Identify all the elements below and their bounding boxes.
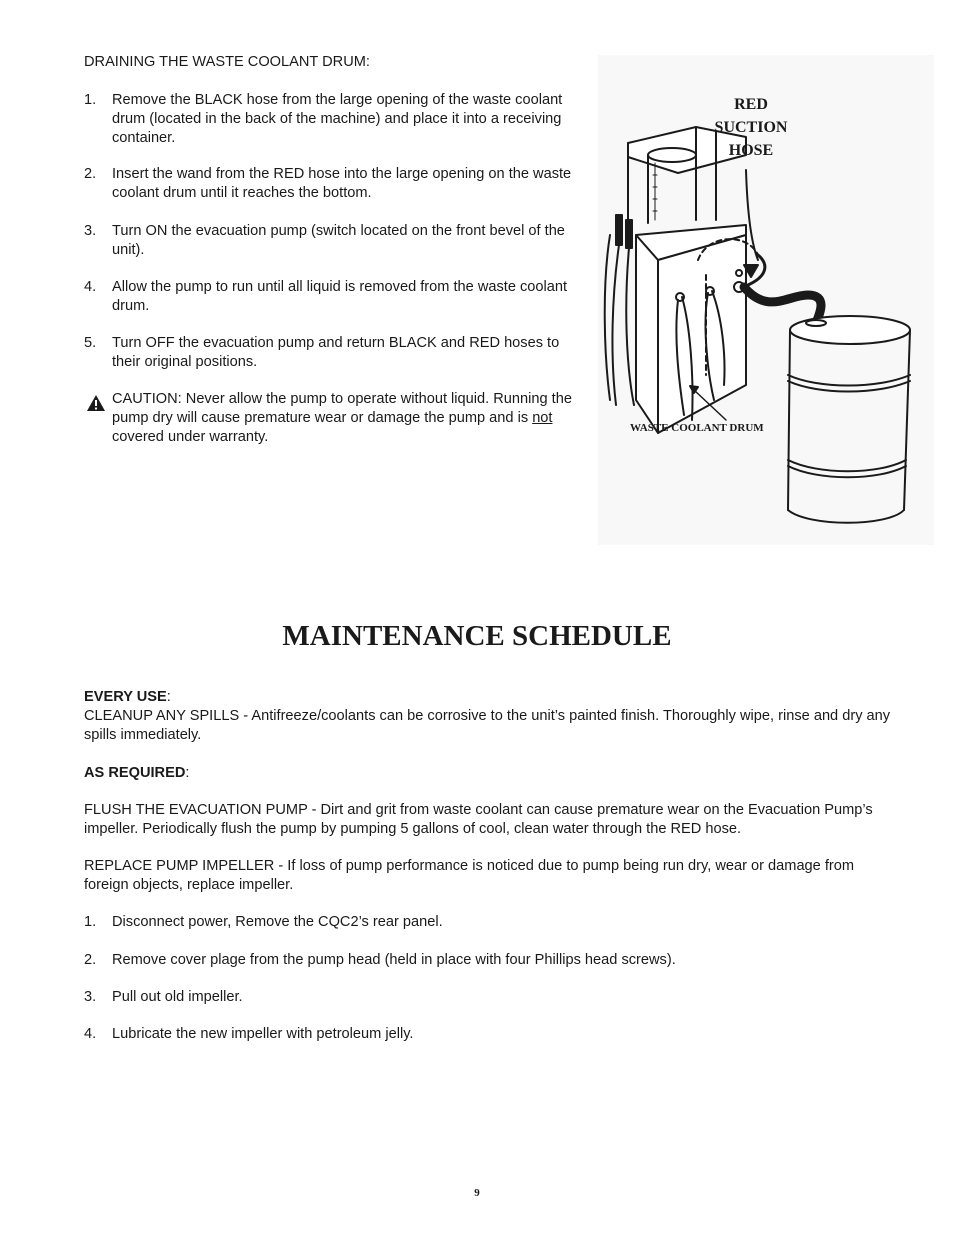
page-title: MAINTENANCE SCHEDULE — [282, 620, 672, 652]
every-use-section — [84, 688, 894, 745]
red-hose-label-line3: HOSE — [728, 142, 774, 159]
every-use-label: EVERY USE — [84, 689, 167, 705]
step-number: 5. — [84, 335, 97, 351]
step-text: Insert the wand from the RED hose into the large opening on the waste coolant drum until it reaches the bottom. — [112, 166, 572, 201]
step-text: Remove cover plage from the pump head (held in place with four Phillips head screws). — [112, 952, 676, 968]
step-number: 4. — [84, 1026, 97, 1042]
step-text: Remove the BLACK hose from the large opening of the waste coolant drum (located in the back of the machine) and place it into a receiving container. — [112, 92, 563, 146]
as-required-section — [84, 764, 894, 783]
drum-label: WASTE COOLANT DRUM — [630, 422, 764, 434]
as-required-label: AS REQUIRED — [84, 765, 186, 781]
flush-pump-paragraph: FLUSH THE EVACUATION PUMP - Dirt and grit from waste coolant can cause premature wear on the Evacuation Pump’s impeller. Periodically flush the pump by pumping 5 gallons of cool, clean water through the RED hose. — [84, 802, 873, 837]
caution-text — [112, 390, 582, 447]
every-use-colon: : — [166, 689, 171, 705]
red-hose-label-line2: SUCTION — [714, 119, 788, 136]
coolant-drum-illustration — [598, 55, 934, 545]
step-text: Turn ON the evacuation pump (switch located on the front bevel of the unit). — [112, 223, 565, 258]
step-number: 1. — [84, 92, 97, 108]
step-number: 4. — [84, 279, 97, 295]
step-number: 3. — [84, 223, 97, 239]
step-number: 3. — [84, 989, 97, 1005]
red-hose-label-line1: RED — [734, 96, 768, 113]
draining-heading: DRAINING THE WASTE COOLANT DRUM: — [84, 54, 370, 70]
step-number: 2. — [84, 166, 97, 182]
every-use-text: CLEANUP ANY SPILLS - Antifreeze/coolants can be corrosive to the unit’s painted finish. Thoroughly wipe, rinse and dry any spills immediately. — [84, 708, 891, 743]
step-text: Turn OFF the evacuation pump and return BLACK and RED hoses to their original positions. — [112, 335, 560, 370]
step-text: Pull out old impeller. — [112, 989, 243, 1005]
step-text: Lubricate the new impeller with petroleum jelly. — [112, 1026, 414, 1042]
step-text: Disconnect power, Remove the CQC2’s rear panel. — [112, 914, 443, 930]
step-text: Allow the pump to run until all liquid is removed from the waste coolant drum. — [112, 279, 568, 314]
step-number: 2. — [84, 952, 97, 968]
page-number: 9 — [474, 1187, 480, 1199]
step-number: 1. — [84, 914, 97, 930]
as-required-colon: : — [185, 765, 190, 781]
caution-text-main: CAUTION: Never allow the pump to operate without liquid. Running the pump dry will cause premature wear or damage the pump and is — [112, 391, 572, 426]
replace-impeller-paragraph: REPLACE PUMP IMPELLER - If loss of pump performance is noticed due to pump being run dry, wear or damage from foreign objects, replace impeller. — [84, 858, 855, 893]
caution-underlined-word: not — [532, 410, 553, 426]
warning-triangle-icon — [86, 394, 106, 418]
caution-text-end: covered under warranty. — [112, 429, 269, 445]
